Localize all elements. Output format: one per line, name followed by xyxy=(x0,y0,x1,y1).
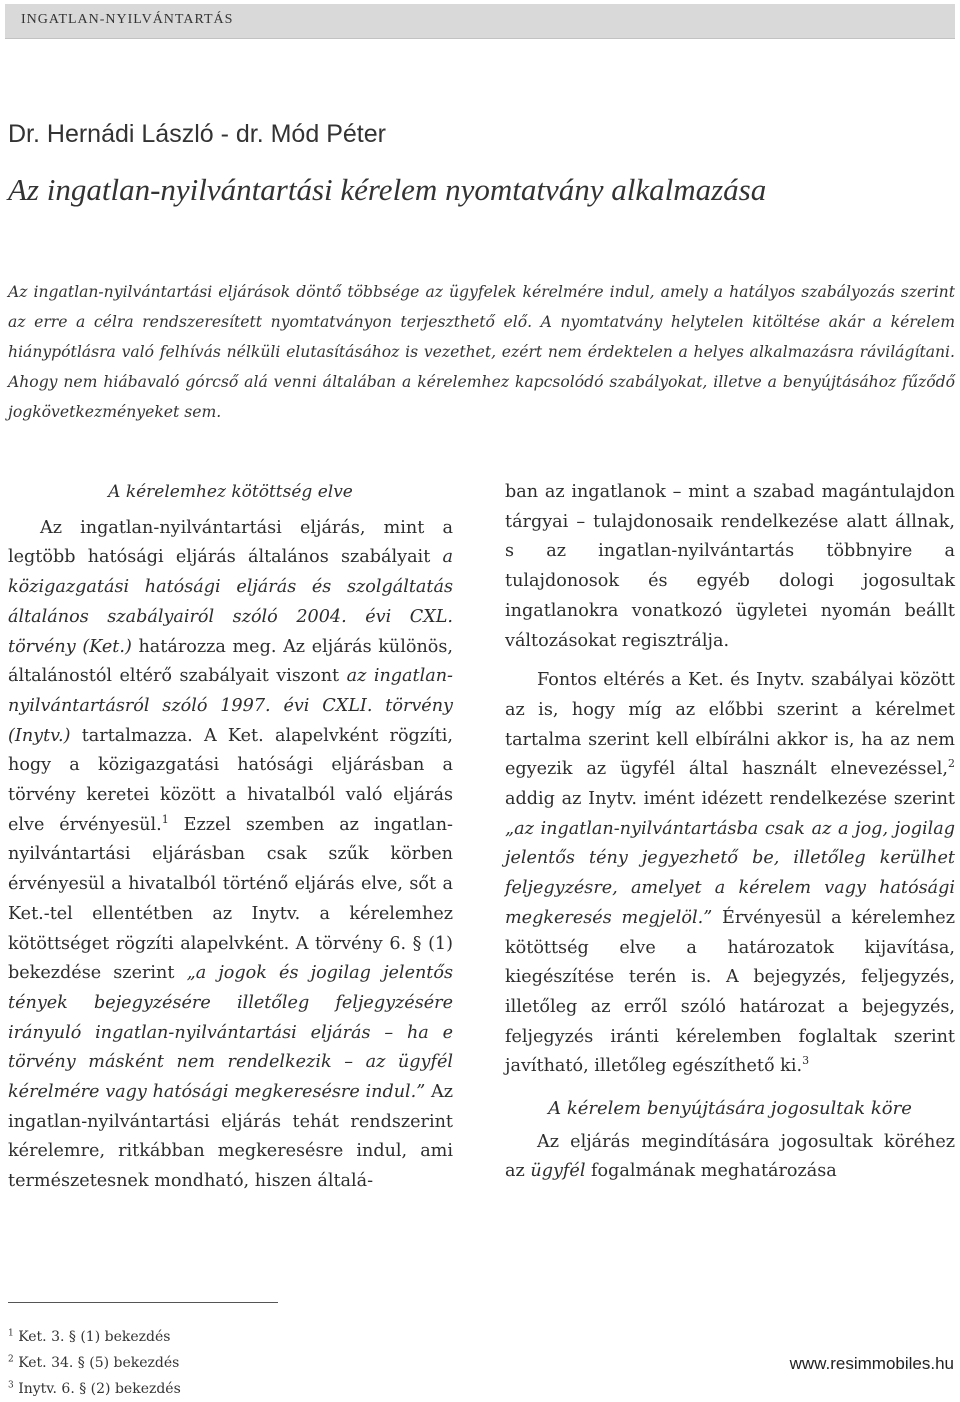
footnote-ref-1: 1 xyxy=(161,812,169,826)
website-url[interactable]: www.resimmobiles.hu xyxy=(789,1354,954,1373)
body-paragraph: ban az ingatlanok – mint a szabad magántulajdon tárgyai – tulajdonosaik rendelkezése alatt állnak, s az ingatlan-nyilvántartás többnyire a tulajdonosok és egyéb dologi jogosultak ingatlanokra vonatkozó ügyletei nyomán beállt változásokat regisztrálja. xyxy=(505,482,955,651)
left-column xyxy=(8,470,453,1197)
footnote-ref-3: 3 xyxy=(802,1054,810,1068)
body-paragraph: Fontos eltérés a Ket. és Inytv. szabályai között az is, hogy míg az előbbi szerint a kérelmet tartalma szerint kell elbírálni akkor is, ha az nem egyezik az ügyfél által használt elnevezéssel,$^2$ addig az Inytv. imént idézett rendelkezése szerint „az ingatlan-nyilvántartásba csak az a jog, jogilag jelentős tény jegyezhető be, illetőleg kerülhet feljegyzésre, amelyet a kérelem vagy hatósági megkeresés megjelöl.” Érvényesül a kérelemhez kötöttség elve a határozatok kijavítása, kiegészítése terén is. A bejegyzés, feljegyzés, illetőleg az erről szóló határozat a bejegyzés, feljegyzés iránti kérelemben foglaltak szerint javítható, illetőleg egészíthető ki.$^3$ xyxy=(505,670,955,1077)
article-intro: Az ingatlan-nyilvántartási eljárások döntő többsége az ügyfelek kérelmére indul, amely a hatályos szabályozás szerint az erre a célra rendszeresített nyomtatványon terjeszthető elő. A nyomtatvány helytelen kitöltése akár a kérelem hiánypótlásra való felhívás nélküli elutasításához is vezethet, ezért nem érdektelen a helyes alkalmazásra rávilágítani. Ahogy nem hiábavaló górcső alá venni általában a kérelemhez kapcsolódó szabályokat, illetve a benyújtásához fűződő jogkövetkezményeket sem. xyxy=(8,283,955,421)
footnote-ref-2: 2 xyxy=(948,757,955,771)
footnote-item: $^2$ Ket. 34. § (5) bekezdés xyxy=(8,1354,180,1371)
footnote-item: $^3$ Inytv. 6. § (2) bekezdés xyxy=(8,1380,181,1397)
section-heading-kerelemhez-kotottseg: A kérelemhez kötöttség elve xyxy=(108,482,353,502)
footnote-item: $^1$ Ket. 3. § (1) bekezdés xyxy=(8,1328,171,1345)
footnote-divider xyxy=(8,1302,278,1303)
running-header xyxy=(5,4,955,39)
quote-inytv: „az ingatlan-nyilvántartásba csak az a jog, jogilag jelentős tény jegyezhető be, illetőleg kerülhet feljegyzésre, amelyet a kérelem vagy hatósági megkeresés megjelöl.” xyxy=(505,818,955,928)
section-label: INGATLAN-NYILVÁNTARTÁS xyxy=(21,12,234,27)
article-authors: Dr. Hernádi László - dr. Mód Péter xyxy=(8,120,386,148)
body-paragraph: Az eljárás megindítására jogosultak köréhez az ügyfél fogalmának meghatározása xyxy=(505,1131,955,1182)
right-column xyxy=(505,478,955,1187)
quote-inytv-6: „a jogok és jogilag jelentős tények bejegyzésére illetőleg feljegyzésére irányuló ingatlan-nyilvántartási eljárás – ha e törvény másként nem rendelkezik – az ügyfél kérelmére vagy hatósági megkeresésre indul.” xyxy=(8,963,453,1103)
footnotes xyxy=(8,1324,181,1402)
section-heading-jogosultak-kore: A kérelem benyújtására jogosultak köre xyxy=(548,1098,912,1120)
article-title: Az ingatlan-nyilvántartási kérelem nyomtatvány alkalmazása xyxy=(8,172,767,207)
body-paragraph: Az ingatlan-nyilvántartási eljárás, mint a legtöbb hatósági eljárás általános szabályait a közigazgatási hatósági eljárás és szolgáltatás általános szabályairól szóló 2004. évi CXL. törvény (Ket.) határozza meg. Az eljárás különös, általánostól eltérő szabályait viszont az ingatlan-nyilvántartásról szóló 1997. évi CXLI. törvény (Inytv.) tartalmazza. A Ket. alapelvként rögzíti, hogy a közigazgatási hatósági eljárásban a törvény keretei között a hivatalból való eljárás elve érvényesül.$^1$ Ezzel szemben az ingatlan-nyilvántartási eljárásban csak szűk körben érvényesül a hivatalból történő eljárás elve, sőt a Ket.-tel ellentétben az Inytv. a kérelemhez kötöttséget rögzíti alapelvként. A törvény 6. § (1) bekezdése szerint „a jogok és jogilag jelentős tények bejegyzésére illetőleg feljegyzésére irányuló ingatlan-nyilvántartási eljárás – ha e törvény másként nem rendelkezik – az ügyfél kérelmére vagy hatósági megkeresésre indul.” Az ingatlan-nyilvántartási eljárás tehát rendszerint kérelemre, ritkábban megkeresésre indul, ami természetesnek mondható, hiszen általá- xyxy=(8,517,454,1192)
